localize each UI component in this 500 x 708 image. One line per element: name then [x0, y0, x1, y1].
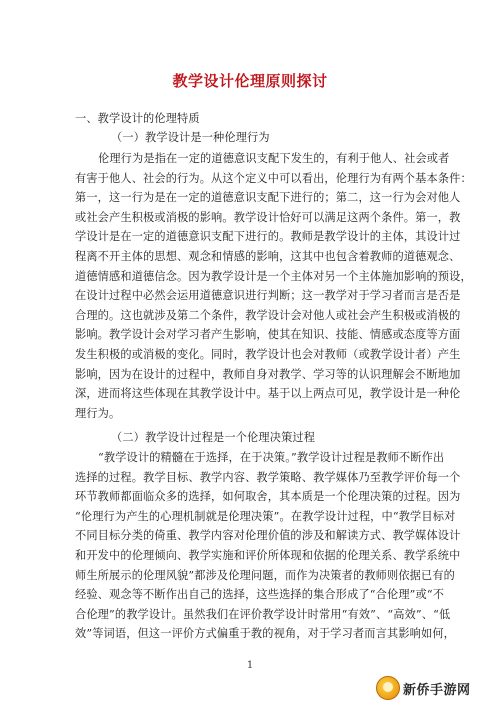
paragraph-line: 在设计过程中必然会运用道德意识进行判断；这一教学对于学习者而言是否是 — [75, 289, 461, 303]
subheading-2: （二）教学设计过程是一个伦理决策过程 — [111, 431, 316, 444]
paragraph-line: 发生积极的或消极的变化。同时，教学设计也会对教师（或教学设计者）产生 — [75, 348, 461, 361]
paragraph-line: “伦理行为产生的心理机制就是伦理决策”。在教学设计过程，中“教学目标对 — [75, 509, 456, 523]
paragraph-line: 道德情感和道德信念。因为教学设计是一个主体对另一个主体施加影响的预设， — [75, 269, 472, 283]
paragraph-line: 理行为。 — [75, 406, 121, 420]
section-heading: 一、教学设计的伦理特质 — [75, 112, 200, 125]
paragraph-line: 效”等词语，但这一评价方式偏重于教的视角，对于学习者而言其影响如何， — [75, 627, 456, 641]
watermark-text: 新侨手游网 — [403, 682, 471, 698]
paragraph-line: 伦理行为是指在一定的道德意识支配下发生的，有利于他人、社会或者 — [98, 152, 450, 165]
paragraph-line: 第一，这一行为是在一定的道德意识支配下进行的；第二，这一行为会对他人 — [75, 191, 461, 205]
paragraph-line: 环节教师都面临众多的选择，如何取舍，其本质是一个伦理决策的过程。因为 — [75, 490, 461, 504]
paragraph-line: 选择的过程。教学目标、教学内容、教学策略、教学媒体乃至教学评价每一个 — [75, 470, 461, 484]
site-watermark — [376, 676, 494, 700]
paragraph-line: 师生所展示的伦理风貌”都涉及伦理问题，而作为决策者的教师则依据已有的 — [75, 568, 456, 582]
paragraph-line: 合理的。这也就涉及第二个条件，教学设计会对他人或社会产生积极或消极的 — [75, 308, 461, 322]
paragraph-line: 不同目标分类的倚重、教学内容对伦理价值的涉及和解读方式、教学媒体设计 — [75, 529, 461, 543]
subheading-1: （一）教学设计是一种伦理行为 — [111, 131, 270, 144]
paragraph-line: “教学设计的精髓在于选择，在于决策。”教学设计过程是教师不断作出 — [98, 451, 445, 464]
page-number: 1 — [246, 660, 254, 671]
paragraph-line: 合伦理”的教学设计。虽然我们在评价教学设计时常用“有效”、“高效”、“低 — [75, 607, 451, 621]
paragraph-line: 或社会产生积极或消极的影响。教学设计恰好可以满足这两个条件。第一，教 — [75, 210, 461, 224]
document-title: 教学设计伦理原则探讨 — [172, 72, 328, 90]
watermark-logo-icon — [376, 676, 400, 700]
paragraph-line: 影响。教学设计会对学习者产生影响，使其在知识、技能、情感或态度等方面 — [75, 328, 461, 342]
paragraph-line: 学设计是在一定的道德意识支配下进行的。教师是教学设计的主体，其设计过 — [75, 230, 461, 244]
paragraph-line: 经验、观念等不断作出自己的选择，这些选择的集合形成了“合伦理”或“不 — [75, 588, 445, 602]
paragraph-line: 和开发中的伦理倾向、教学实施和评价所体现和依据的伦理关系、教学系统中 — [75, 549, 461, 562]
paragraph-line: 深，进而将这些体现在其教学设计中。基于以上两点可见，教学设计是一种伦 — [75, 387, 461, 401]
paragraph-line: 影响，因为在设计的过程中，教师自身对教学、学习等的认识理解会不断地加 — [75, 367, 461, 381]
paragraph-line: 程离不开主体的思想、观念和情感的影响，这其中也包含着教师的道德观念、 — [75, 250, 461, 263]
paragraph-line: 有害于他人、社会的行为。从这个定义中可以看出，伦理行为有两个基本条件： — [75, 171, 472, 185]
